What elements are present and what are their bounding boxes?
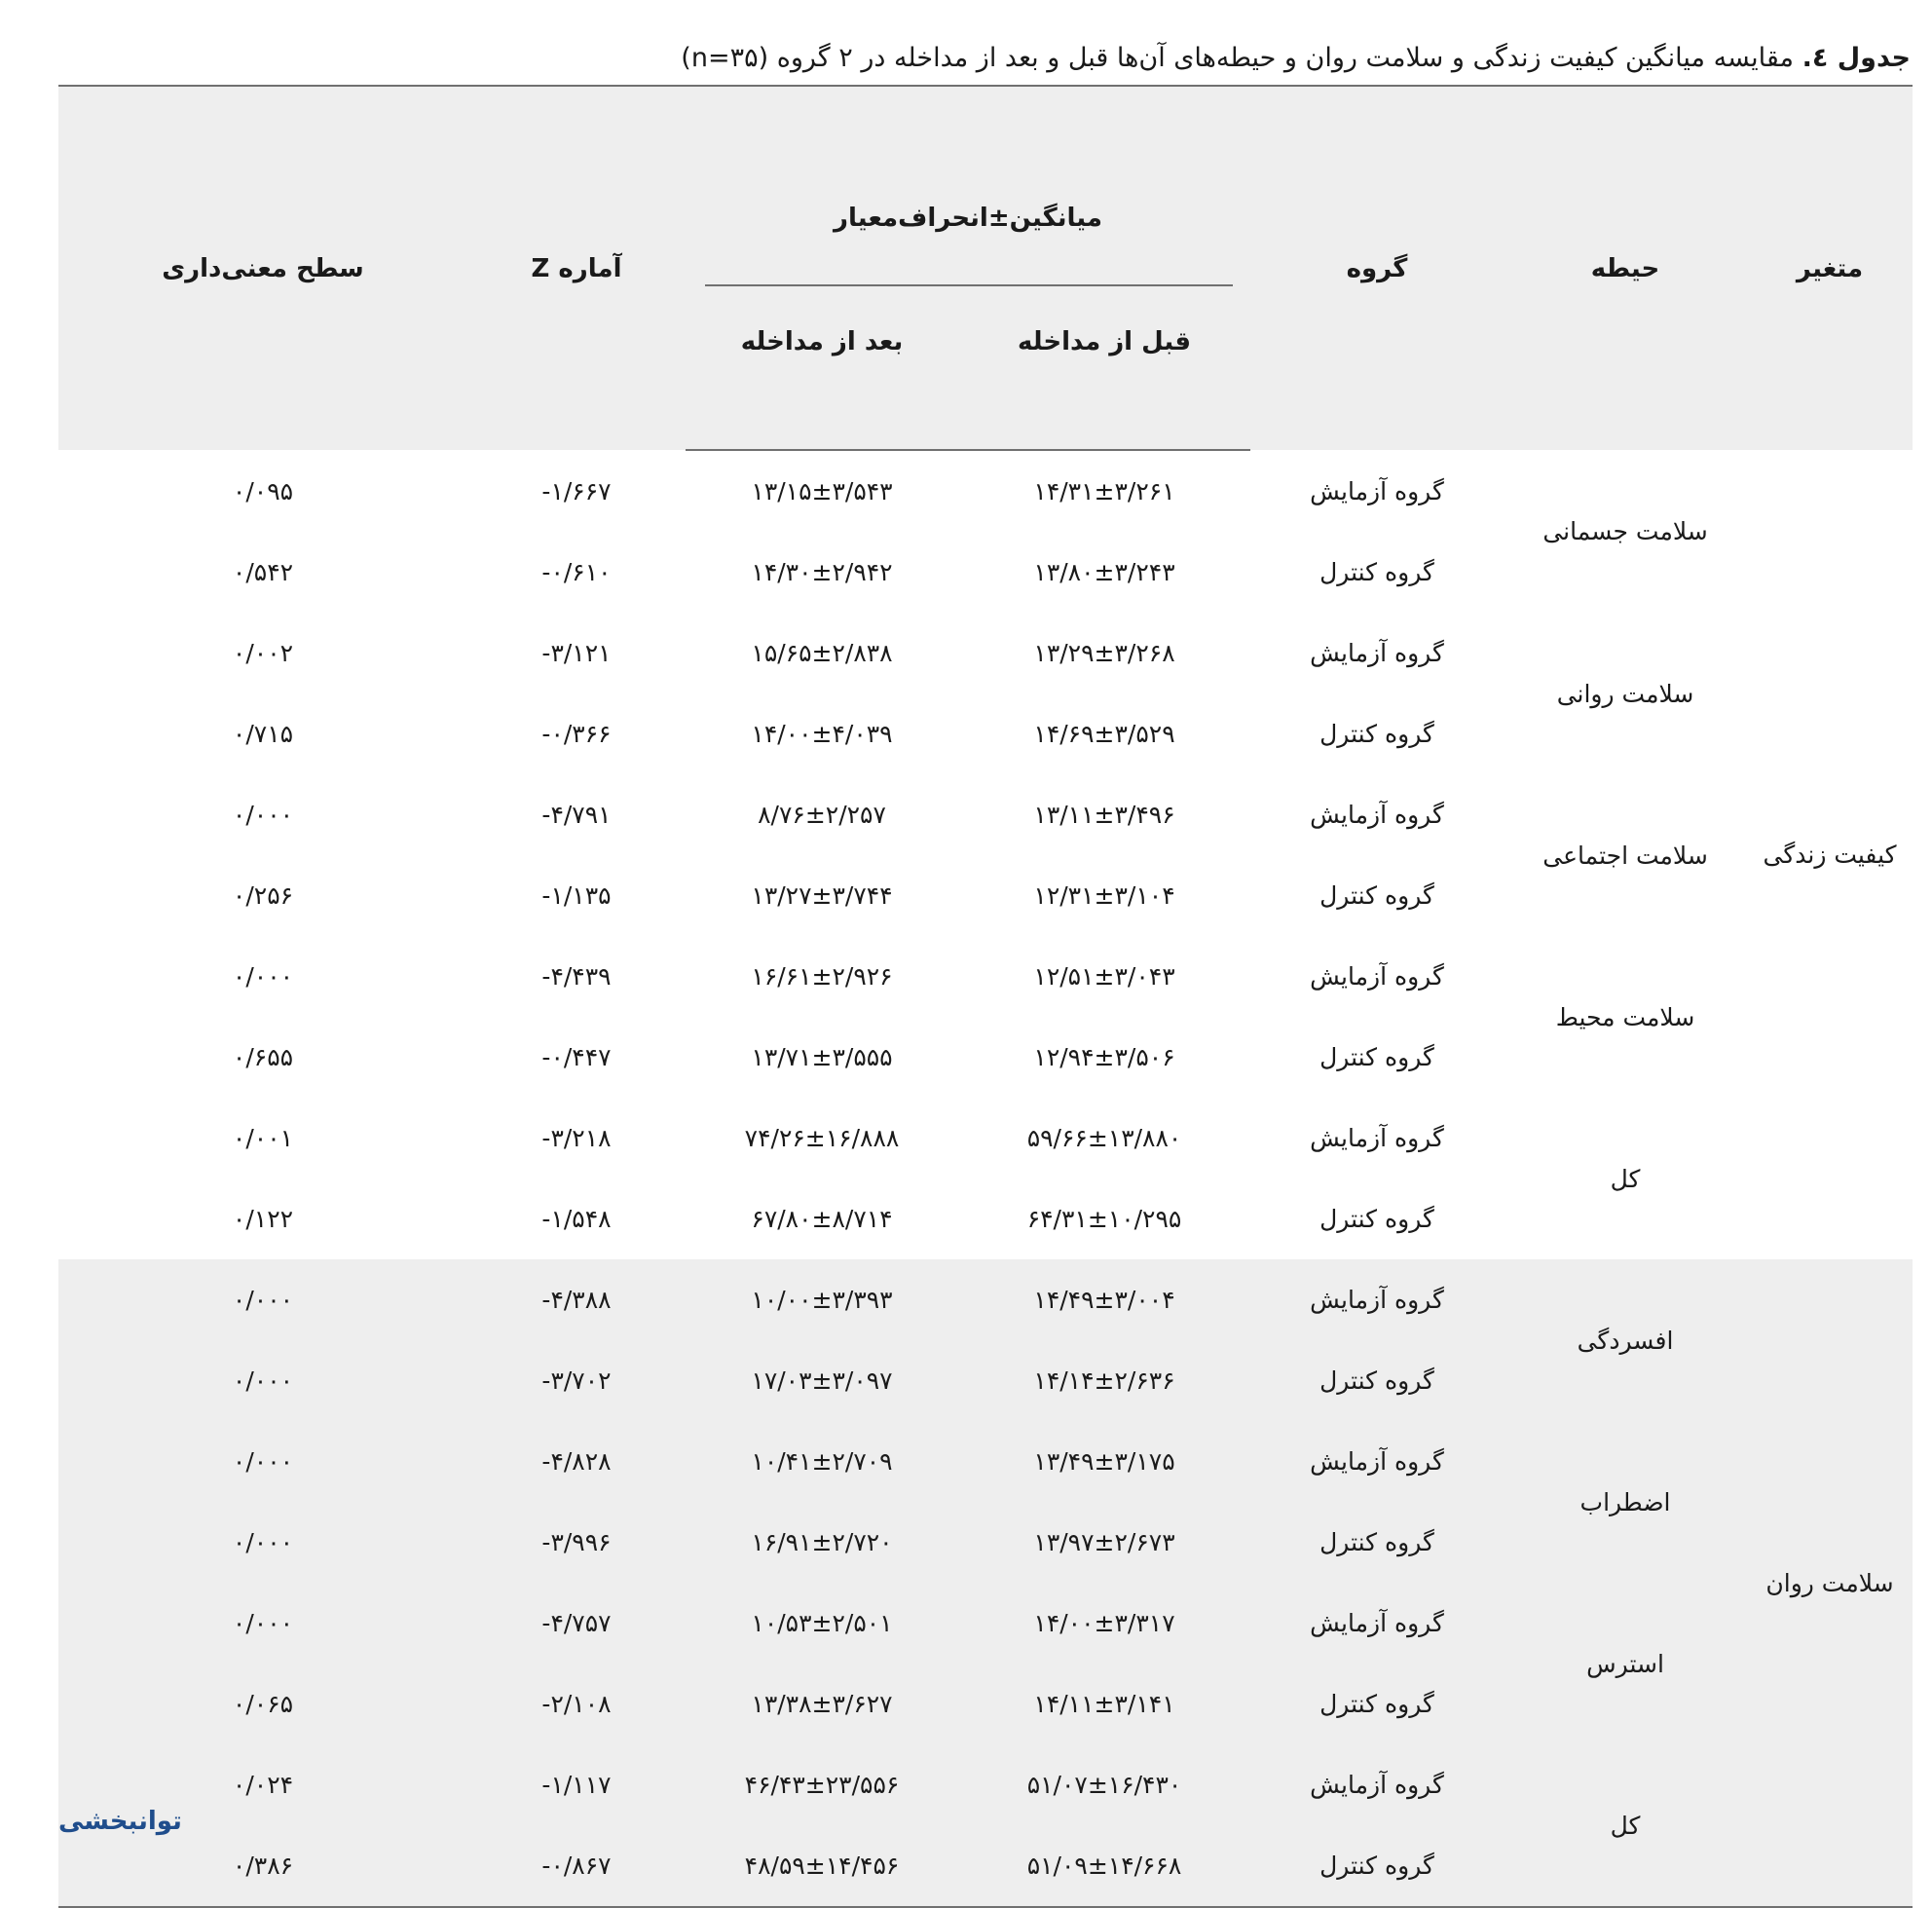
cell-domain: کل [1610,1164,1641,1193]
cell-group: گروه آزمایش [1250,1583,1504,1664]
cell-group: گروه کنترل [1319,558,1434,586]
table-row [58,1583,1913,1664]
cell-significance: ۰/۰۰۰ [58,1340,467,1421]
table-row [58,1259,1913,1340]
cell-before: ۶۴/۳۱±۱۰/۲۹۵ [1026,1205,1182,1233]
cell-group: گروه آزمایش [1250,1744,1504,1825]
cell-significance: ۰/۳۸۶ [58,1825,467,1907]
cell-significance: ۰/۰۲۴ [58,1744,467,1825]
cell-after: ۱۷/۰۳±۳/۰۹۷ [686,1340,958,1421]
cell-after: ۱۴/۰۰±۴/۰۳۹ [751,720,893,748]
cell-z: -۳/۱۲۱ [541,639,612,667]
cell-z: -۳/۲۱۸ [541,1124,612,1152]
cell-significance: ۰/۵۴۲ [232,558,294,586]
cell-group: گروه آزمایش [1250,1421,1504,1502]
cell-z: -۲/۱۰۸ [467,1664,686,1744]
cell-domain: سلامت جسمانی [1542,517,1708,545]
cell-after: ۱۰/۴۱±۲/۷۰۹ [686,1421,958,1502]
header-variable: متغیر [1747,86,1913,450]
cell-before: ۱۳/۹۷±۲/۶۷۳ [958,1502,1250,1583]
cell-z: -۰/۸۶۷ [467,1825,686,1907]
cell-after: ۱۰/۰۰±۳/۳۹۳ [686,1259,958,1340]
cell-z: -۱/۱۳۵ [541,881,612,910]
cell-group: گروه کنترل [1250,1664,1504,1744]
header-significance: سطح معنی‌داری [58,86,467,450]
table-row [58,1744,1913,1825]
cell-z: -۴/۸۲۸ [467,1421,686,1502]
cell-after: ۱۳/۳۸±۳/۶۲۷ [686,1664,958,1744]
cell-significance: ۰/۰۰۲ [232,639,294,667]
cell-after: ۸/۷۶±۲/۲۵۷ [758,801,886,829]
cell-before: ۱۳/۲۹±۳/۲۶۸ [1033,639,1175,667]
header-z: آماره Z [467,86,686,450]
cell-z: -۰/۴۴۷ [541,1043,612,1071]
cell-significance: ۰/۰۰۱ [232,1124,294,1152]
header-before: قبل از مداخله [958,286,1250,450]
header-domain: حیطه [1504,86,1747,450]
cell-group: گروه آزمایش [1310,1124,1444,1152]
cell-z: -۰/۶۱۰ [541,558,612,586]
cell-before: ۵۹/۶۶±۱۳/۸۸۰ [1026,1124,1182,1152]
cell-group: گروه کنترل [1319,1043,1434,1071]
cell-before: ۱۲/۹۴±۳/۵۰۶ [1033,1043,1175,1071]
cell-group: گروه آزمایش [1310,639,1444,667]
cell-after: ۱۵/۶۵±۲/۸۳۸ [751,639,893,667]
cell-before: ۵۱/۰۹±۱۴/۶۶۸ [958,1825,1250,1907]
cell-after: ۱۳/۷۱±۳/۵۵۵ [751,1043,893,1071]
cell-group: گروه کنترل [1319,881,1434,910]
section-quality-of-life [58,450,1913,1259]
cell-domain: سلامت اجتماعی [1542,841,1708,870]
table-row [58,450,1913,532]
cell-before: ۱۴/۳۱±۳/۲۶۱ [1033,477,1175,505]
table-row [58,936,1913,1017]
cell-significance: ۰/۰۹۵ [232,476,294,505]
cell-domain: سلامت روانی [1556,679,1694,708]
header-mean-sd: میانگین±انحراف‌معیار [686,86,1250,286]
cell-after: ۷۴/۲۶±۱۶/۸۸۸ [744,1124,900,1152]
cell-before: ۵۱/۰۷±۱۶/۴۳۰ [958,1744,1250,1825]
cell-z: -۱/۶۶۷ [541,476,612,505]
cell-significance: ۰/۱۲۲ [232,1205,294,1233]
journal-logo: توانبخشی [58,1807,182,1836]
cell-after: ۱۴/۳۰±۲/۹۴۲ [751,558,893,586]
table-row [58,774,1913,855]
cell-after: ۱۳/۱۵±۳/۵۴۳ [751,477,893,505]
cell-z: -۱/۵۴۸ [541,1205,612,1233]
cell-z: -۴/۳۸۸ [467,1259,686,1340]
cell-significance: ۰/۰۰۰ [58,1583,467,1664]
cell-z: -۴/۴۳۹ [541,962,612,991]
cell-domain: سلامت محیط [1555,1002,1695,1031]
results-table [58,85,1913,1908]
cell-before: ۱۳/۸۰±۳/۲۴۳ [1033,558,1175,586]
cell-before: ۱۴/۴۹±۳/۰۰۴ [958,1259,1250,1340]
cell-significance: ۰/۰۰۰ [232,801,294,829]
cell-after: ۴۸/۵۹±۱۴/۴۵۶ [686,1825,958,1907]
cell-group: گروه کنترل [1250,1825,1504,1907]
cell-before: ۱۴/۱۱±۳/۱۴۱ [958,1664,1250,1744]
cell-group: گروه کنترل [1319,1205,1434,1233]
header-group: گروه [1250,86,1504,450]
cell-z: -۳/۹۹۶ [467,1502,686,1583]
cell-variable: کیفیت زندگی [1763,841,1897,869]
cell-group: گروه کنترل [1319,720,1434,748]
cell-group: گروه آزمایش [1310,962,1444,991]
cell-group: گروه آزمایش [1310,801,1444,829]
cell-group: گروه کنترل [1250,1502,1504,1583]
cell-after: ۶۷/۸۰±۸/۷۱۴ [751,1205,893,1233]
cell-z: -۴/۷۹۱ [541,801,612,829]
cell-before: ۱۳/۴۹±۳/۱۷۵ [958,1421,1250,1502]
cell-before: ۱۴/۰۰±۳/۳۱۷ [958,1583,1250,1664]
caption-sample-size: (n=۳۵) [681,43,769,73]
cell-significance: ۰/۷۱۵ [232,720,294,748]
table-row [58,613,1913,693]
caption-text: مقایسه میانگین کیفیت زندگی و سلامت روان و حیطه‌های آن‌ها قبل و بعد از مداخله در ۲ گروه [768,43,1802,73]
cell-before: ۱۴/۱۴±۲/۶۳۶ [958,1340,1250,1421]
cell-significance: ۰/۰۶۵ [58,1664,467,1744]
cell-domain: استرس [1504,1583,1747,1744]
cell-significance: ۰/۰۰۰ [232,962,294,991]
cell-significance: ۰/۰۰۰ [58,1502,467,1583]
cell-z: -۴/۷۵۷ [467,1583,686,1664]
table-row [58,1098,1913,1178]
cell-group: گروه آزمایش [1310,476,1444,505]
cell-after: ۱۶/۹۱±۲/۷۲۰ [686,1502,958,1583]
cell-before: ۱۲/۵۱±۳/۰۴۳ [1033,962,1175,991]
cell-domain: اضطراب [1504,1421,1747,1583]
cell-before: ۱۲/۳۱±۳/۱۰۴ [1033,881,1175,910]
cell-group: گروه کنترل [1250,1340,1504,1421]
cell-z: -۰/۳۶۶ [541,720,612,748]
cell-significance: ۰/۰۰۰ [58,1421,467,1502]
header-after: بعد از مداخله [686,286,958,450]
cell-domain: افسردگی [1504,1259,1747,1421]
cell-z: -۳/۷۰۲ [467,1340,686,1421]
cell-after: ۱۶/۶۱±۲/۹۲۶ [751,962,893,991]
table-container [58,85,1913,1908]
cell-variable: سلامت روان [1747,1259,1913,1907]
cell-z: -۱/۱۱۷ [467,1744,686,1825]
cell-before: ۱۴/۶۹±۳/۵۲۹ [1033,720,1175,748]
cell-after: ۱۰/۵۳±۲/۵۰۱ [686,1583,958,1664]
cell-group: گروه آزمایش [1250,1259,1504,1340]
cell-significance: ۰/۲۵۶ [232,881,294,910]
cell-domain: کل [1504,1744,1747,1907]
cell-significance: ۰/۶۵۵ [232,1043,294,1071]
table-row [58,1421,1913,1502]
cell-after: ۱۳/۲۷±۳/۷۴۴ [751,881,893,910]
cell-before: ۱۳/۱۱±۳/۴۹۶ [1033,801,1175,829]
cell-significance: ۰/۰۰۰ [58,1259,467,1340]
caption-label: جدول ٤. [1802,43,1911,73]
cell-after: ۴۶/۴۳±۲۳/۵۵۶ [686,1744,958,1825]
section-mental-health [58,1259,1913,1907]
table-caption [58,39,1911,78]
